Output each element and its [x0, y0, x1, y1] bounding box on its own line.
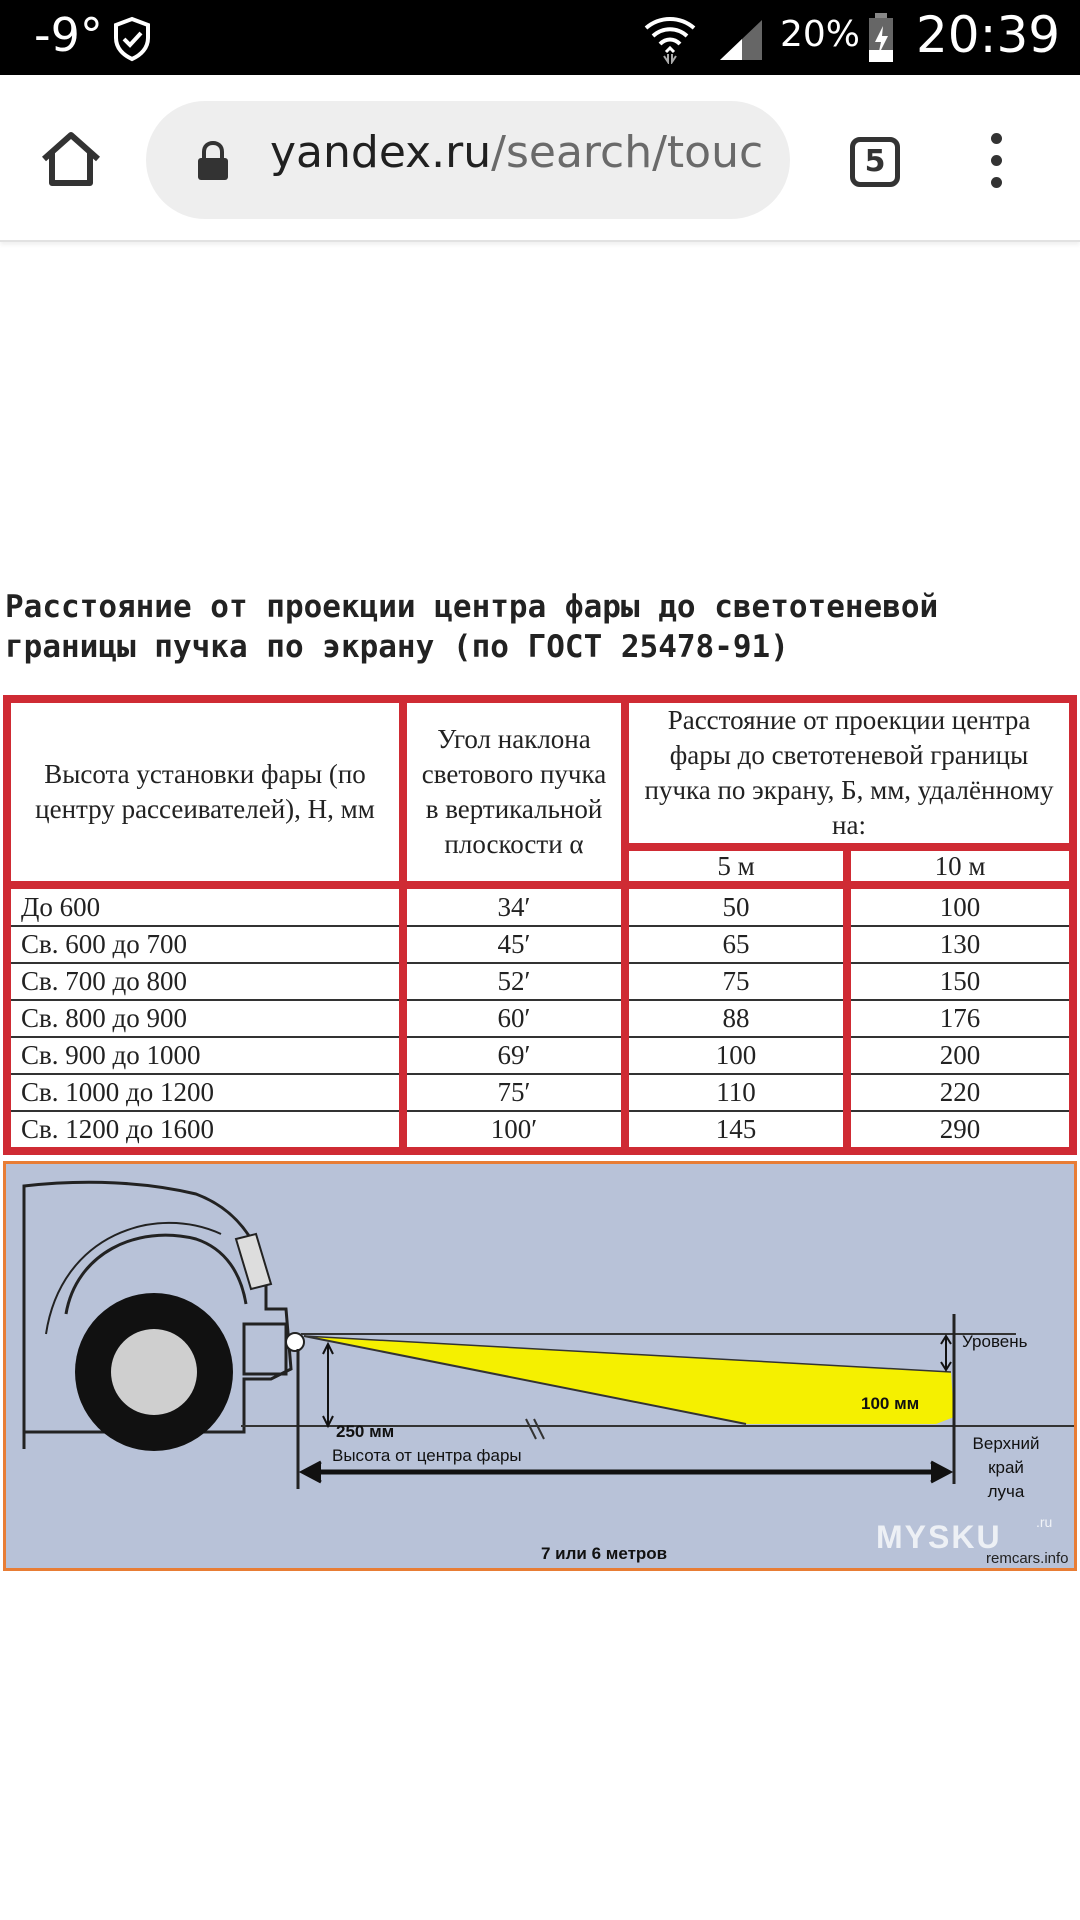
label-250mm: 250 мм	[336, 1422, 395, 1441]
wheel-rim	[111, 1329, 197, 1415]
temperature-text: -9°	[34, 8, 103, 62]
row-divider	[851, 962, 1069, 964]
dot-icon	[991, 155, 1002, 166]
row-divider	[851, 925, 1069, 927]
row-divider	[851, 1036, 1069, 1038]
row-divider	[407, 999, 621, 1001]
table-cell-d10: 290	[939, 1114, 981, 1144]
col-10m	[851, 889, 1069, 1147]
table-cell-d10: 100	[939, 892, 981, 922]
table-cell-angle: 60′	[497, 1003, 531, 1033]
col-height	[11, 889, 399, 1147]
header-angle: Угол наклона светового пучка в вертикальной плоскости α	[407, 703, 621, 881]
table-cell-d10: 220	[939, 1077, 981, 1107]
row-divider	[851, 1073, 1069, 1075]
header-height: Высота установки фары (по центру рассеивателей), Н, мм	[11, 703, 399, 881]
row-divider	[407, 925, 621, 927]
signal-icon	[716, 16, 766, 66]
browser-toolbar	[0, 75, 1080, 242]
table-cell-height: Св. 900 до 1000	[21, 1040, 201, 1070]
header-5m: 5 м	[629, 851, 843, 881]
row-divider	[407, 962, 621, 964]
header-distance: Расстояние от проекции центра фары до светотеневой границы пучка по экрану, Б, мм, удалённому на:	[629, 703, 1069, 843]
tab-switcher-button[interactable]: 5	[850, 137, 900, 187]
home-button[interactable]	[38, 129, 104, 189]
home-icon	[38, 129, 104, 189]
table-cell-d5: 145	[715, 1114, 757, 1144]
battery-icon	[866, 12, 896, 68]
watermark-ru: .ru	[1036, 1514, 1053, 1530]
table-cell-height: Св. 1200 до 1600	[21, 1114, 214, 1144]
headlight	[286, 1333, 304, 1351]
row-divider	[11, 962, 399, 964]
label-level: Уровень	[962, 1332, 1028, 1351]
row-divider	[629, 925, 843, 927]
break-mark	[526, 1419, 544, 1439]
table-cell-height: Св. 600 до 700	[21, 929, 187, 959]
row-divider	[629, 999, 843, 1001]
table-cell-d10: 200	[939, 1040, 981, 1070]
col-angle	[407, 889, 621, 1147]
label-distance: 7 или 6 метров	[541, 1544, 668, 1563]
label-height-center: Высота от центра фары	[332, 1446, 522, 1465]
heading-line-1: Расстояние от проекции центра фары до светотеневой	[5, 589, 939, 625]
row-divider	[851, 999, 1069, 1001]
dot-icon	[991, 177, 1002, 188]
row-divider	[629, 1036, 843, 1038]
table-cell-d10: 150	[939, 966, 981, 996]
headlight-diagram	[3, 1161, 1077, 1571]
table-cell-angle: 100′	[490, 1114, 538, 1144]
header-10m: 10 м	[851, 851, 1069, 881]
row-divider	[407, 1073, 621, 1075]
shield-icon	[112, 16, 152, 66]
row-divider	[11, 1073, 399, 1075]
table-cell-angle: 52′	[497, 966, 531, 996]
battery-percent: 20%	[780, 14, 861, 55]
heading-line-2: границы пучка по экрану (по ГОСТ 25478-91)	[5, 629, 789, 665]
table-cell-d5: 50	[722, 892, 750, 922]
label-100mm: 100 мм	[861, 1394, 920, 1413]
label-upper-edge: Верхний край луча	[972, 1434, 1040, 1501]
url-path: /search/touc	[491, 127, 764, 178]
table-cell-height: Св. 700 до 800	[21, 966, 187, 996]
content-image	[0, 565, 1080, 1580]
row-divider	[11, 999, 399, 1001]
overflow-menu-button[interactable]	[986, 133, 1006, 193]
table-cell-height: До 600	[21, 892, 101, 922]
table-cell-angle: 45′	[497, 929, 531, 959]
light-beam	[304, 1336, 954, 1424]
url-host: yandex.ru	[270, 127, 492, 178]
clock-text: 20:39	[916, 6, 1061, 64]
row-divider	[629, 1073, 843, 1075]
table-cell-d5: 88	[722, 1003, 750, 1033]
bumper	[244, 1324, 286, 1374]
url-bar[interactable]	[146, 101, 790, 219]
row-divider	[629, 962, 843, 964]
row-divider	[629, 1110, 843, 1112]
dot-icon	[991, 133, 1002, 144]
table-cell-angle: 34′	[497, 892, 531, 922]
table-cell-height: Св. 1000 до 1200	[21, 1077, 214, 1107]
table-cell-height: Св. 800 до 900	[21, 1003, 187, 1033]
table-cell-d5: 100	[715, 1040, 757, 1070]
watermark-mysku: MYSKU	[876, 1519, 1002, 1555]
row-divider	[11, 1036, 399, 1038]
table-cell-angle: 75′	[497, 1077, 531, 1107]
table-cell-d5: 65	[722, 929, 750, 959]
col-5m	[629, 889, 843, 1147]
table-cell-d10: 176	[939, 1003, 981, 1033]
row-divider	[11, 925, 399, 927]
table-cell-d10: 130	[939, 929, 981, 959]
table-cell-d5: 75	[722, 966, 750, 996]
table-cell-angle: 69′	[497, 1040, 531, 1070]
url-text	[270, 127, 763, 178]
lock-icon	[196, 141, 230, 185]
source-label: remcars.info	[986, 1550, 1069, 1567]
row-divider	[851, 1110, 1069, 1112]
diagram-drawing	[6, 1164, 1074, 1568]
row-divider	[407, 1036, 621, 1038]
image-heading	[5, 587, 1080, 667]
wifi-icon	[642, 12, 698, 68]
headlight-table	[3, 695, 1077, 1155]
row-divider	[407, 1110, 621, 1112]
row-divider	[11, 1110, 399, 1112]
table-cell-d5: 110	[716, 1077, 756, 1107]
status-bar	[0, 0, 1080, 75]
